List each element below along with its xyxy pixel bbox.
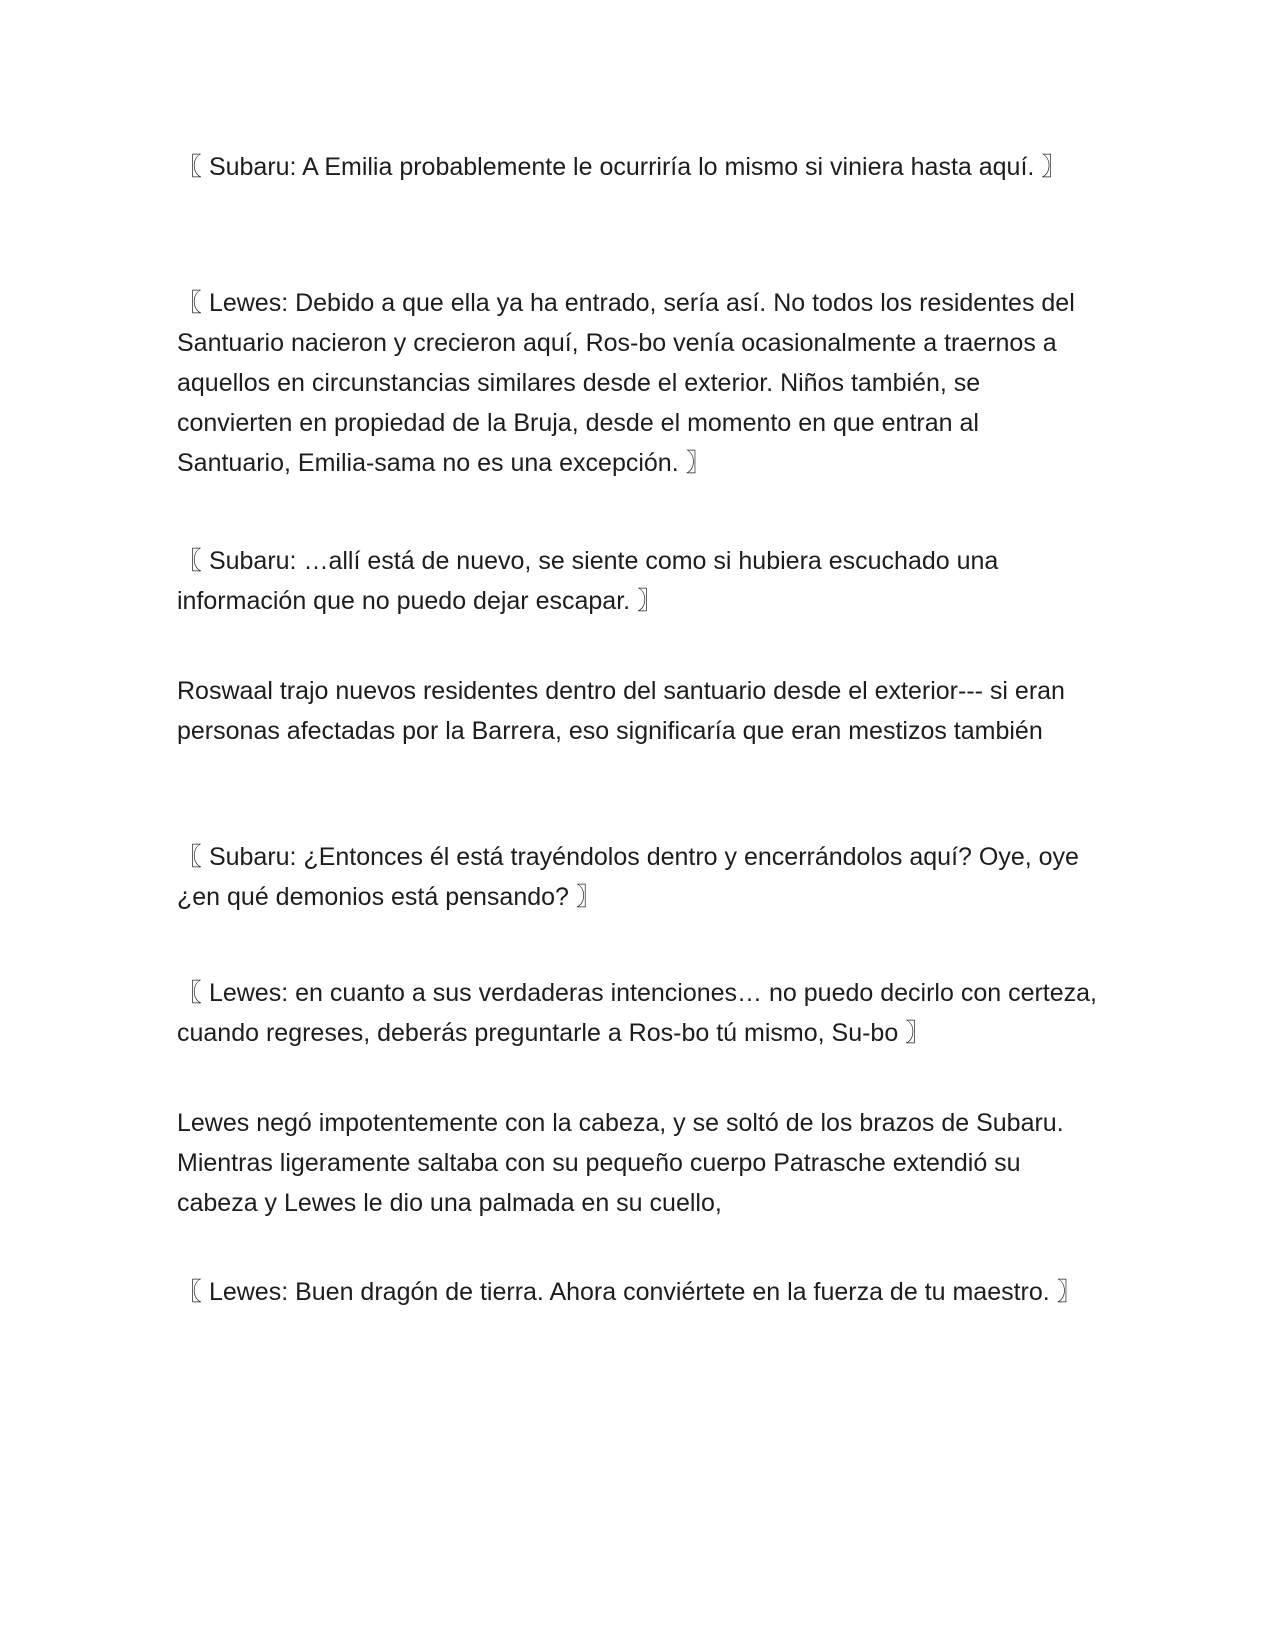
dialogue-subaru-1: 〖 Subaru: A Emilia probablemente le ocurriría lo mismo si viniera hasta aquí. 〗 — [177, 153, 1067, 181]
narration-paragraph-1: Roswaal trajo nuevos residentes dentro del santuario desde el exterior--- si eran personas afectadas por la Barrera, eso significaría que eran mestizos también — [177, 677, 1065, 745]
dialogue-subaru-3: 〖 Subaru: ¿Entonces él está trayéndolos dentro y encerrándolos aquí? Oye, oye ¿en qué demonios está pensando? 〗 — [177, 843, 1079, 911]
dialogue-lewes-1: 〖 Lewes: Debido a que ella ya ha entrado, sería así. No todos los residentes del Santuario nacieron y crecieron aquí, Ros-bo venía ocasionalmente a traernos a aquellos en circunstancias similares desde el exterior. Niños también, se convierten en propiedad de la Bruja, desde el momento en que entran al Santuario, Emilia-sama no es una excepción. 〗 — [177, 289, 1075, 477]
dialogue-lewes-3: 〖 Lewes: Buen dragón de tierra. Ahora conviértete en la fuerza de tu maestro. 〗 — [177, 1278, 1082, 1306]
dialogue-lewes-2: 〖 Lewes: en cuanto a sus verdaderas intenciones… no puedo decirlo con certeza, cuando regreses, deberás preguntarle a Ros-bo tú mismo, Su-bo 〗 — [177, 979, 1097, 1047]
narration-paragraph-2: Lewes negó impotentemente con la cabeza, y se soltó de los brazos de Subaru. Mientras ligeramente saltaba con su pequeño cuerpo Patrasche extendió su cabeza y Lewes le dio una palmada en su cuello, — [177, 1109, 1064, 1217]
dialogue-subaru-2: 〖 Subaru: …allí está de nuevo, se siente como si hubiera escuchado una información que no puedo dejar escapar. 〗 — [177, 547, 999, 615]
